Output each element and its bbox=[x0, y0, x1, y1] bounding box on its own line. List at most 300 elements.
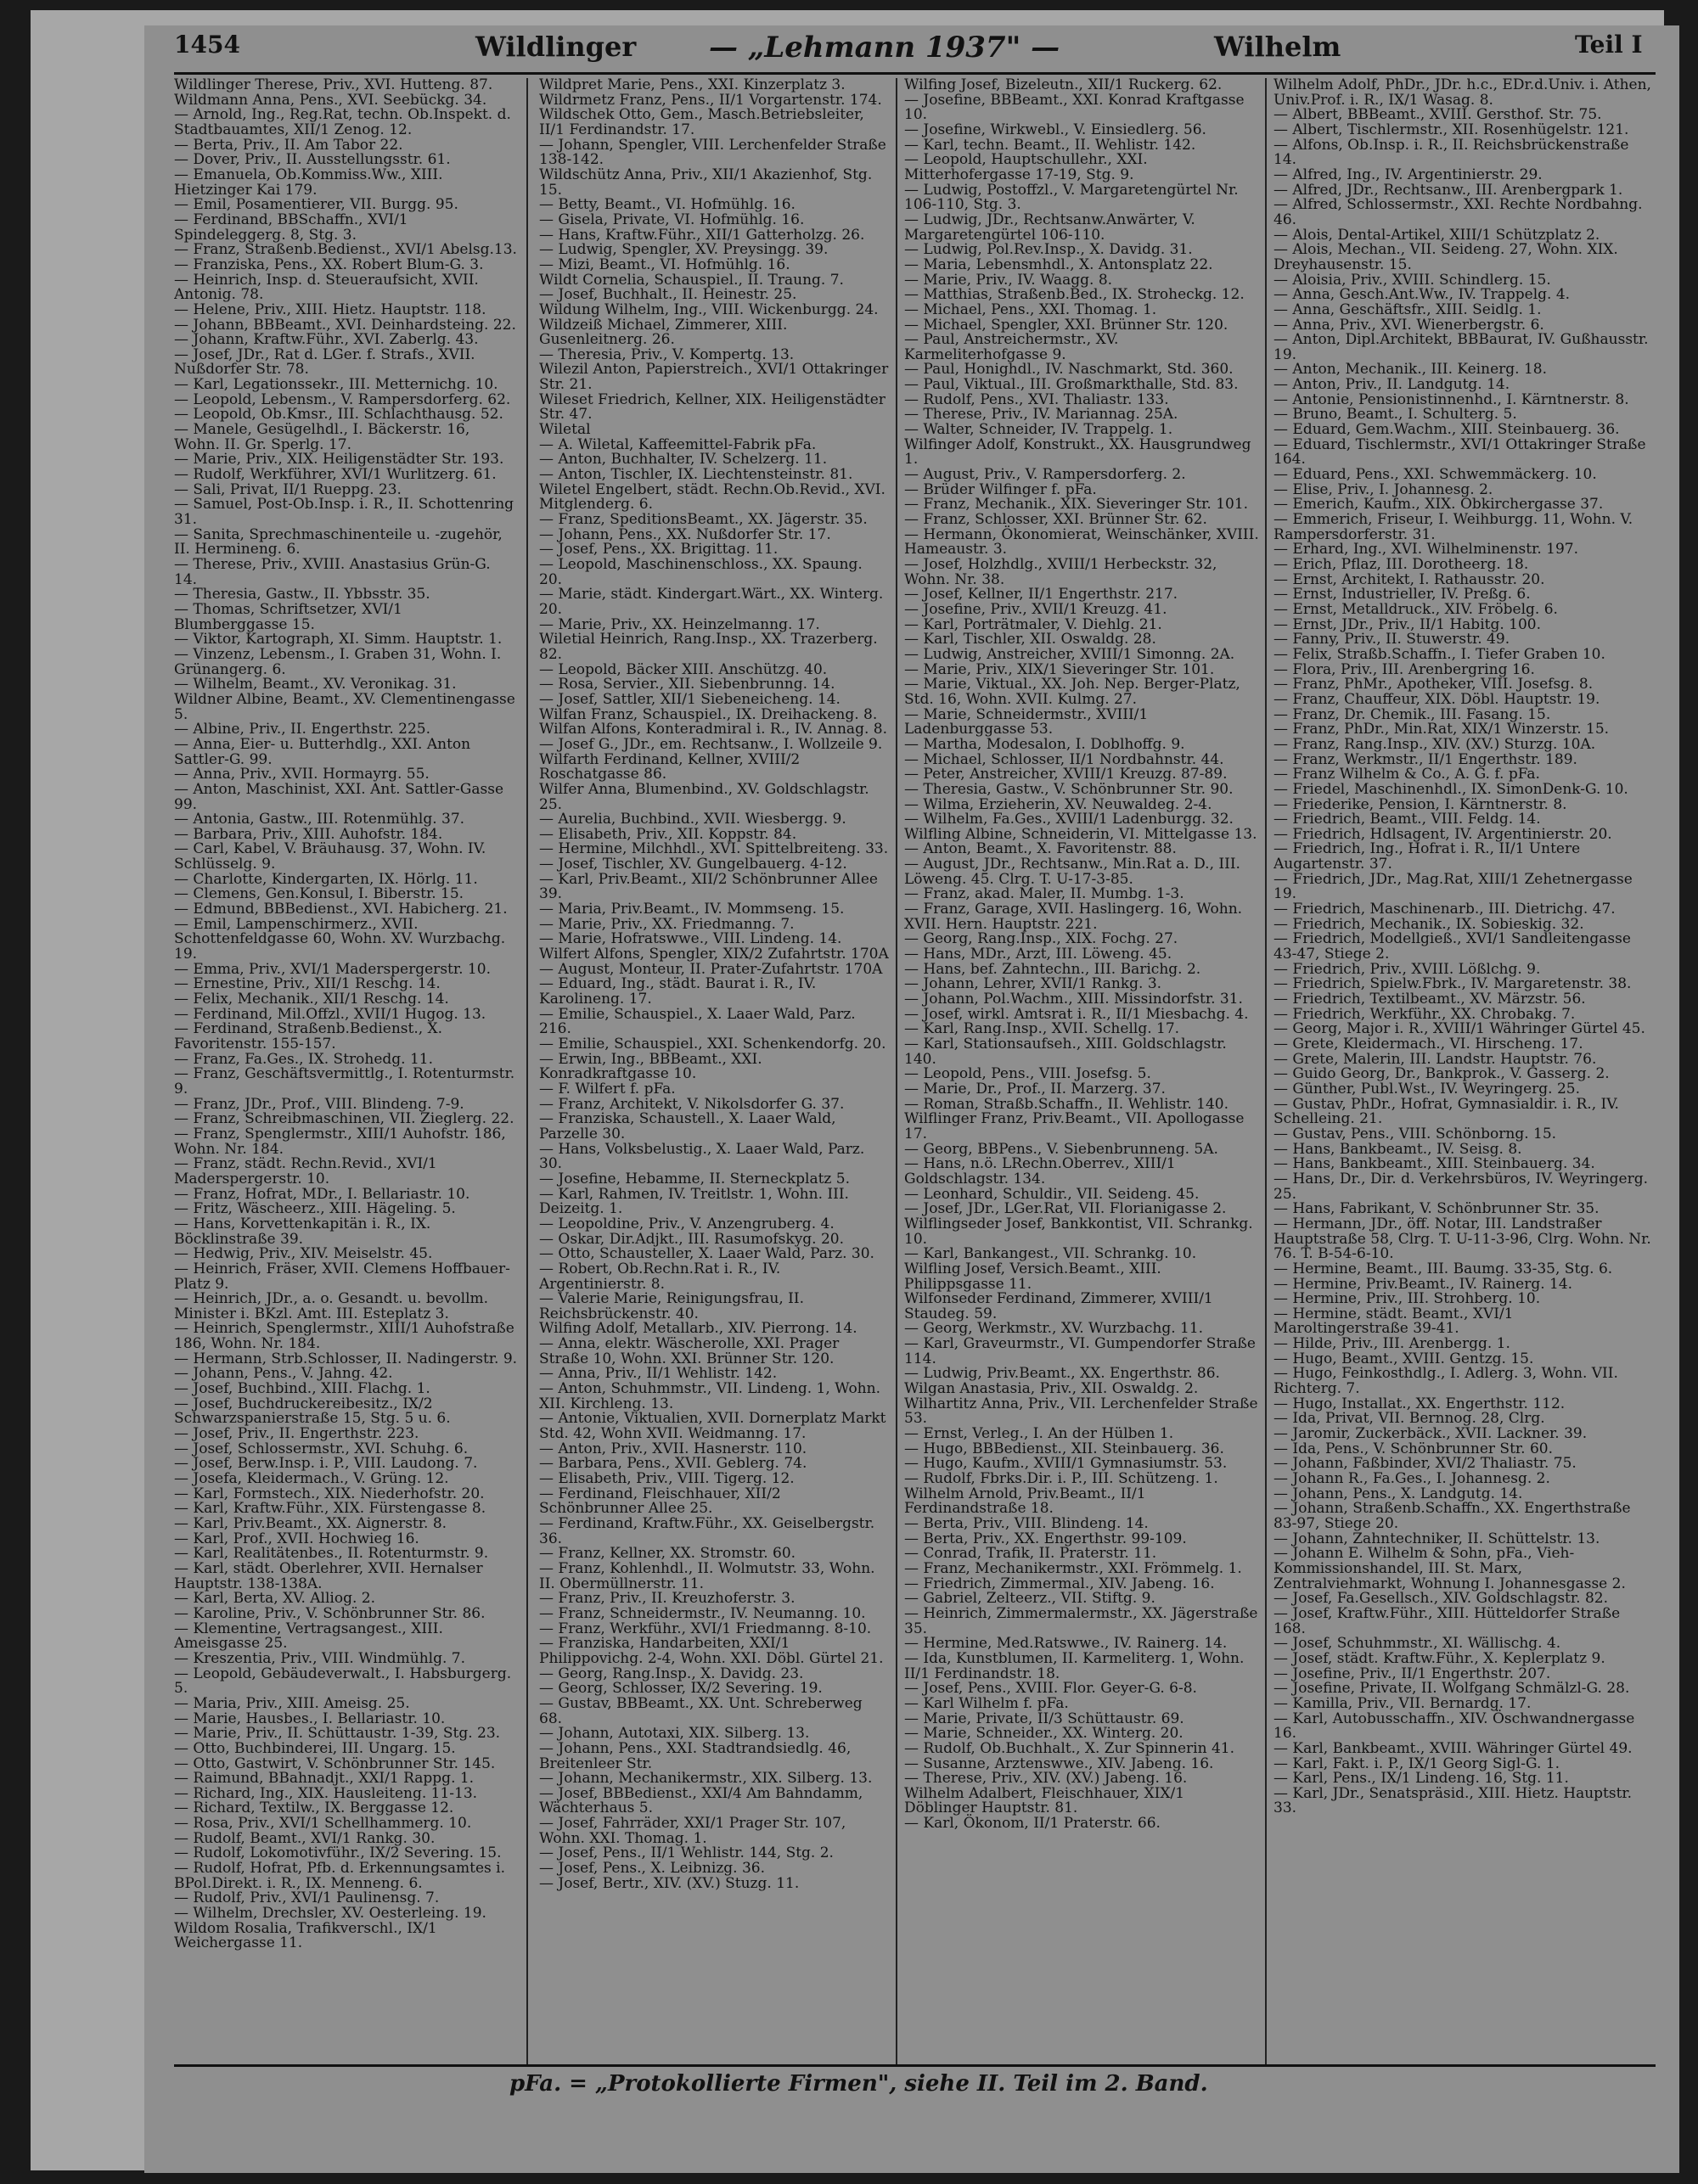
directory-entry: — Franz, Kellner, XX. Stromstr. 60. bbox=[539, 1545, 796, 1563]
directory-entry: — Erich, Pflaz, III. Dorotheerg. 18. bbox=[1274, 556, 1529, 573]
directory-entry: — Johann, Spengler, VIII. Lerchenfelder Straße 138-142. bbox=[539, 136, 886, 169]
directory-entry: — Josef, Priv., II. Engerthstr. 223. bbox=[174, 1425, 419, 1443]
directory-entry: — Josef, Kraftw.Führ., XIII. Hütteldorfer Straße 168. bbox=[1274, 1604, 1621, 1637]
directory-entry: — Felix, Mechanik., XII/1 Reschg. 14. bbox=[174, 991, 449, 1008]
directory-entry: — Ludwig, Priv.Beamt., XX. Engerthstr. 86. bbox=[904, 1365, 1220, 1383]
directory-entry: — Franz, Schlosser, XXI. Brünner Str. 62. bbox=[904, 511, 1207, 529]
directory-entry: — Leopold, Maschinenschloss., XX. Spaung. 20. bbox=[539, 556, 863, 588]
directory-entry: Wilfarth Ferdinand, Kellner, XVIII/2 Roschatgasse 86. bbox=[539, 750, 801, 783]
directory-entry: — Georg, Werkmstr., XV. Wurzbachg. 11. bbox=[904, 1320, 1204, 1338]
directory-entry: — Hans, Bankbeamt., IV. Seisg. 8. bbox=[1274, 1140, 1522, 1158]
directory-entry: — Rudolf, Beamt., XVI/1 Rankg. 30. bbox=[174, 1829, 436, 1847]
page-header bbox=[174, 31, 1651, 71]
directory-entry: — Eduard, Tischlermstr., XVI/1 Ottakringer Straße 164. bbox=[1274, 435, 1646, 469]
directory-entry: — Franz, SpeditionsBeamt., XX. Jägerstr. 35. bbox=[539, 511, 868, 529]
directory-entry: — Josefine, Priv., XVII/1 Kreuzg. 41. bbox=[904, 600, 1167, 618]
directory-entry: — Friedrich, Werkführ., XX. Chrobakg. 7. bbox=[1274, 1005, 1576, 1023]
directory-entry: — Anna, Priv., II/1 Wehlistr. 142. bbox=[539, 1365, 778, 1383]
directory-entry: — Kreszentia, Priv., VIII. Windmühlg. 7. bbox=[174, 1649, 466, 1667]
directory-entry: — Betty, Beamt., VI. Hofmühlg. 16. bbox=[539, 196, 796, 214]
directory-entry: — Friedrich, Modellgieß., XVI/1 Sandleitengasse 43-47, Stiege 2. bbox=[1274, 930, 1631, 963]
directory-entry: — Josef, Pens., XX. Brigittag. 11. bbox=[539, 541, 779, 559]
directory-entry: — Josef, Pens., XVIII. Flor. Geyer-G. 6-8. bbox=[904, 1680, 1197, 1698]
directory-entry: — Josef, Kellner, II/1 Engerthstr. 217. bbox=[904, 586, 1178, 604]
directory-entry: — Anton, Maschinist, XXI. Ant. Sattler-Gasse 99. bbox=[174, 780, 504, 813]
directory-entry: — Anton, Priv., XVII. Hasnerstr. 110. bbox=[539, 1440, 807, 1457]
directory-entry: — Franz, Dr. Chemik., III. Fasang. 15. bbox=[1274, 705, 1551, 723]
directory-entry: — Franz, Mechanikermstr., XXI. Frömmelg. 1. bbox=[904, 1559, 1242, 1577]
directory-entry: — Josef, wirkl. Amtsrat i. R., II/1 Miesbachg. 4. bbox=[904, 1005, 1249, 1023]
directory-entry: — Johann, Pol.Wachm., XIII. Missindorfstr. 31. bbox=[904, 991, 1243, 1008]
directory-entry: — Jaromir, Zuckerbäck., XVII. Lackner. 39. bbox=[1274, 1425, 1588, 1443]
directory-entry: — Erwin, Ing., BBBeamt., XXI. Konradkraftgasse 10. bbox=[539, 1050, 762, 1083]
directory-entry: — Hugo, BBBedienst., XII. Steinbauerg. 36. bbox=[904, 1440, 1224, 1457]
directory-entry: — Karl, techn. Beamt., II. Wehlistr. 142. bbox=[904, 136, 1196, 154]
directory-entry: — Josef, Sattler, XII/1 Siebeneicheng. 14. bbox=[539, 690, 841, 708]
directory-entry: — Ferdinand, BBSchaffn., XVI/1 Spindeleggerg. 8, Stg. 3. bbox=[174, 211, 408, 244]
directory-entry: — Leopold, Bäcker XIII. Anschützg. 40. bbox=[539, 660, 828, 678]
directory-entry: — Theresia, Gastw., II. Ybbsstr. 35. bbox=[174, 586, 430, 604]
directory-entry: — Hans, Dr., Dir. d. Verkehrsbüros, IV. Weyringerg. 25. bbox=[1274, 1170, 1649, 1203]
directory-entry: — Barbara, Priv., XIII. Auhofstr. 184. bbox=[174, 825, 443, 843]
directory-entry: — Rudolf, Fbrks.Dir. i. P., III. Schützeng. 1. bbox=[904, 1470, 1218, 1488]
directory-entry: — Anton, Schuhmmstr., VII. Lindeng. 1, Wohn. XII. Kirchleng. 13. bbox=[539, 1380, 880, 1412]
directory-entry: — Flora, Priv., III. Arenbergring 16. bbox=[1274, 660, 1535, 678]
directory-entry: — Karl, städt. Oberlehrer, XVII. Hernalser Hauptstr. 138-138A. bbox=[174, 1559, 483, 1592]
directory-entry: — Guido Georg, Dr., Bankprok., V. Gasserg. 2. bbox=[1274, 1065, 1610, 1083]
directory-entry: — Maria, Lebensmhdl., X. Antonsplatz 22. bbox=[904, 255, 1213, 273]
directory-entry: — Rudolf, Lokomotivführ., IX/2 Severing. 15. bbox=[174, 1844, 502, 1862]
directory-entry: — Marie, Viktual., XX. Joh. Nep. Berger-Platz, Std. 16, Wohn. XVII. Kulmg. 27. bbox=[904, 676, 1240, 708]
directory-entry: — Felix, Straßb.Schaffn., I. Tiefer Graben 10. bbox=[1274, 645, 1605, 663]
directory-entry: — Rosa, Servier., XII. Siebenbrunng. 14. bbox=[539, 676, 835, 693]
directory-entry: — Karl, Realitätenbes., II. Rotenturmstr. 9. bbox=[174, 1545, 489, 1563]
directory-entry: — Karl, JDr., Senatspräsid., XIII. Hietz. Hauptstr. 33. bbox=[1274, 1784, 1633, 1817]
directory-entry: — Hugo, Kaufm., XVIII/1 Gymnasiumstr. 53. bbox=[904, 1455, 1228, 1473]
directory-entry: — Karoline, Priv., V. Schönbrunner Str. 86. bbox=[174, 1604, 486, 1622]
directory-entry: — Josefine, Private, II. Wolfgang Schmälzl-G. 28. bbox=[1274, 1680, 1630, 1698]
directory-entry: — Ernst, Verleg., I. An der Hülben 1. bbox=[904, 1425, 1174, 1443]
directory-entry: — Ludwig, Postoffzl., V. Margaretengürtel Nr. 106-110, Stg. 3. bbox=[904, 181, 1239, 214]
directory-entry: Wilfing Josef, Bizeleutn., XII/1 Ruckerg. 62. bbox=[904, 78, 1223, 93]
directory-entry: — Alfred, Ing., IV. Argentinierstr. 29. bbox=[1274, 166, 1543, 183]
directory-entry: — Leopold, Gebäudeverwalt., I. Habsburgerg. 5. bbox=[174, 1665, 512, 1698]
directory-entry: — Theresia, Gastw., V. Schönbrunner Str. 90. bbox=[904, 780, 1234, 798]
directory-entry: — Alfred, Schlossermstr., XXI. Rechte Nordbahng. 46. bbox=[1274, 196, 1643, 228]
directory-entry: — Franz, Werkmstr., II/1 Engerthstr. 189. bbox=[1274, 750, 1577, 768]
directory-entry: — Berta, Priv., VIII. Blindeng. 14. bbox=[904, 1515, 1149, 1532]
directory-entry: — Marie, Priv., XX. Heinzelmanng. 17. bbox=[539, 615, 820, 633]
directory-entry: — Franz, Schneidermstr., IV. Neumanng. 10. bbox=[539, 1604, 866, 1622]
directory-entry: — Josef G., JDr., em. Rechtsanw., I. Wollzeile 9. bbox=[539, 735, 883, 753]
directory-entry: — Franz, JDr., Prof., VIII. Blindeng. 7-9. bbox=[174, 1095, 464, 1113]
directory-entry: — Ludwig, Pol.Rev.Insp., X. Davidg. 31. bbox=[904, 241, 1193, 259]
directory-entry: — Karl, Prof., XVII. Hochwieg 16. bbox=[174, 1530, 419, 1547]
directory-entry: — Franz, PhDr., Min.Rat, XIX/1 Winzerstr. 15. bbox=[1274, 721, 1610, 738]
directory-entry: — Leopold, Pens., VIII. Josefsg. 5. bbox=[904, 1065, 1151, 1083]
directory-entry: — Anton, Tischler, IX. Liechtensteinstr. 81. bbox=[539, 466, 853, 484]
directory-entry: — Heinrich, Insp. d. Steueraufsicht, XVII. Antonig. 78. bbox=[174, 271, 479, 304]
directory-entry: — Antonia, Gastw., III. Rotenmühlg. 37. bbox=[174, 811, 465, 828]
header-part: Teil I bbox=[1575, 31, 1643, 59]
directory-entry: — Michael, Pens., XXI. Thomag. 1. bbox=[904, 300, 1157, 318]
directory-entry: — Klementine, Vertragsangest., XIII. Ameisgasse 25. bbox=[174, 1620, 443, 1653]
directory-entry: — Eduard, Gem.Wachm., XIII. Steinbauerg. 36. bbox=[1274, 421, 1620, 439]
directory-entry: — Otto, Buchbinderei, III. Ungarg. 15. bbox=[174, 1739, 456, 1757]
directory-entry: — Hermine, städt. Beamt., XVI/1 Maroltingerstraße 39-41. bbox=[1274, 1305, 1514, 1338]
directory-entry: — August, Monteur, II. Prater-Zufahrtstr. 170A bbox=[539, 960, 883, 978]
directory-entry: — Georg, Schlosser, IX/2 Severing. 19. bbox=[539, 1680, 823, 1698]
directory-entry: — Martha, Modesalon, I. Doblhoffg. 9. bbox=[904, 735, 1185, 753]
directory-entry: — Josef, Berw.Insp. i. P., VIII. Laudong. 7. bbox=[174, 1455, 478, 1473]
directory-entry: — Peter, Anstreicher, XVIII/1 Kreuzg. 87-89. bbox=[904, 766, 1228, 783]
directory-entry: — Richard, Textilw., IX. Berggasse 12. bbox=[174, 1799, 454, 1817]
directory-entry: Wiletel Engelbert, städt. Rechn.Ob.Revid., XVI. Mitglenderg. 6. bbox=[539, 480, 886, 514]
directory-entry: — Karl, Tischler, XII. Oswaldg. 28. bbox=[904, 631, 1156, 648]
directory-entry: — Georg, Major i. R., XVIII/1 Währinger Gürtel 45. bbox=[1274, 1020, 1645, 1038]
directory-entry: — Mizi, Beamt., VI. Hofmühlg. 16. bbox=[539, 255, 790, 273]
directory-entry: — Karl, Priv.Beamt., XX. Aignerstr. 8. bbox=[174, 1515, 447, 1532]
directory-entry: — Michael, Schlosser, II/1 Nordbahnstr. 44. bbox=[904, 750, 1224, 768]
directory-entry: — Hermine, Priv.Beamt., IV. Rainerg. 14. bbox=[1274, 1275, 1573, 1293]
directory-entry: — Emmerich, Friseur, I. Weihburgg. 11, Wohn. V. Rampersdorferstr. 31. bbox=[1274, 511, 1633, 543]
directory-entry: — Anton, Dipl.Architekt, BBBaurat, IV. Gußhausstr. 19. bbox=[1274, 331, 1649, 363]
directory-entry: Wiletial Heinrich, Rang.Insp., XX. Trazerberg. 82. bbox=[539, 631, 878, 663]
directory-entry: Wilezil Anton, Papierstreich., XVI/1 Ottakringer Str. 21. bbox=[539, 361, 889, 394]
directory-entry: — Marie, Priv., XIX/1 Sieveringer Str. 101. bbox=[904, 660, 1215, 678]
directory-entry: — Johann, BBBeamt., XVI. Deinhardsteing. 22. bbox=[174, 316, 516, 334]
directory-entry: — Edmund, BBBedienst., XVI. Habicherg. 21. bbox=[174, 901, 508, 918]
directory-entry: — Josef, Pens., X. Leibnizg. 36. bbox=[539, 1860, 765, 1878]
directory-entry: — Johann, Pens., XX. Nußdorfer Str. 17. bbox=[539, 525, 831, 543]
directory-entry: — Georg, Rang.Insp., XIX. Fochg. 27. bbox=[904, 930, 1178, 948]
directory-entry: — August, Priv., V. Rampersdorferg. 2. bbox=[904, 466, 1186, 484]
directory-entry: — Emilie, Schauspiel., X. Laaer Wald, Parz. 216. bbox=[539, 1005, 856, 1038]
directory-entry: — Emil, Lampenschirmerz., XVII. Schottenfeldgasse 60, Wohn. XV. Wurzbachg. 19. bbox=[174, 915, 506, 963]
directory-entry: — Emma, Priv., XVI/1 Maderspergerstr. 10. bbox=[174, 960, 491, 978]
directory-entry: — Ludwig, Anstreicher, XVIII/1 Simonng. 2A. bbox=[904, 645, 1235, 663]
directory-entry: — Clemens, Gen.Konsul, I. Biberstr. 15. bbox=[174, 885, 464, 903]
directory-entry: — Josefine, BBBeamt., XXI. Konrad Kraftgasse 10. bbox=[904, 91, 1245, 124]
directory-entry: — Josef, Buchbind., XIII. Flachg. 1. bbox=[174, 1380, 430, 1398]
directory-entry: — Friedrich, Textilbeamt., XV. Märzstr. 56. bbox=[1274, 991, 1586, 1008]
directory-entry: — Rudolf, Ob.Buchhalt., X. Zur Spinnerin 41. bbox=[904, 1739, 1234, 1757]
directory-entry: — Albert, BBBeamt., XVIII. Gersthof. Str. 75. bbox=[1274, 106, 1602, 124]
directory-entry: — Karl, Bankangest., VII. Schrankg. 10. bbox=[904, 1245, 1197, 1263]
directory-entry: — Hugo, Installat., XX. Engerthstr. 112. bbox=[1274, 1395, 1566, 1412]
directory-entry: — Oskar, Dir.Adjkt., III. Rasumofskyg. 20. bbox=[539, 1230, 845, 1248]
directory-entry: — Josef, JDr., LGer.Rat, VII. Florianigasse 2. bbox=[904, 1200, 1227, 1218]
directory-entry: — Friedrich, Priv., XVIII. Lößlchg. 9. bbox=[1274, 960, 1541, 978]
directory-entry: — Ferdinand, Fleischhauer, XII/2 Schönbrunner Allee 25. bbox=[539, 1485, 781, 1518]
directory-entry: — Aloisia, Priv., XVIII. Schindlerg. 15. bbox=[1274, 271, 1551, 289]
header-last-entry: Wilhelm bbox=[1214, 31, 1341, 63]
directory-entry: — F. Wilfert f. pFa. bbox=[539, 1080, 676, 1098]
directory-entry: — Rosa, Priv., XVI/1 Schellhammerg. 10. bbox=[174, 1815, 472, 1833]
directory-entry: — Ida, Kunstblumen, II. Karmeliterg. 1, Wohn. II/1 Ferdinandstr. 18. bbox=[904, 1649, 1245, 1682]
directory-entry: Wilflinger Franz, Priv.Beamt., VII. Apollogasse 17. bbox=[904, 1110, 1245, 1143]
directory-entry: — Karl, Autobusschaffn., XIV. Öschwandnergasse 16. bbox=[1274, 1710, 1635, 1743]
directory-entry: — Leopold, Ob.Kmsr., III. Schlachthausg. 52. bbox=[174, 406, 503, 424]
directory-entry: Wilfling Albine, Schneiderin, VI. Mittelgasse 13. bbox=[904, 825, 1257, 843]
directory-entry: — Conrad, Trafik, II. Praterstr. 11. bbox=[904, 1545, 1157, 1563]
directory-entry: — Johann, Pens., V. Jahng. 42. bbox=[174, 1365, 393, 1383]
directory-entry: Wilfert Alfons, Spengler, XIX/2 Zufahrtstr. 170A bbox=[539, 946, 889, 963]
directory-entry: — Wilhelm, Drechsler, XV. Oesterleing. 19. bbox=[174, 1905, 486, 1923]
directory-entry: — Gustav, PhDr., Hofrat, Gymnasialdir. i. R., IV. Schelleing. 21. bbox=[1274, 1095, 1619, 1128]
directory-entry: — Grete, Malerin, III. Landstr. Hauptstr. 76. bbox=[1274, 1050, 1597, 1068]
directory-entry: — Karl, Priv.Beamt., XII/2 Schönbrunner Allee 39. bbox=[539, 870, 878, 903]
directory-entry: — Karl, Porträtmaler, V. Diehlg. 21. bbox=[904, 615, 1162, 633]
directory-entry: — Hermann, Ökonomierat, Weinschänker, XVIII. Hameaustr. 3. bbox=[904, 525, 1259, 559]
directory-entry: — Raimund, BBahnadjt., XXI/1 Rappg. 1. bbox=[174, 1770, 475, 1788]
directory-entry: — Susanne, Arztenswwe., XIV. Jabeng. 16. bbox=[904, 1754, 1214, 1772]
header-first-entry: Wildlinger bbox=[475, 31, 637, 63]
directory-entry: — Ernst, JDr., Priv., II/1 Habitg. 100. bbox=[1274, 615, 1541, 633]
directory-entry: — Hans, bef. Zahntechn., III. Barichg. 2. bbox=[904, 960, 1201, 978]
directory-entry: — Hugo, Feinkosthdlg., I. Adlerg. 3, Wohn. VII. Richterg. 7. bbox=[1274, 1365, 1618, 1398]
directory-entry: — Hans, Korvettenkapitän i. R., IX. Böcklinstraße 39. bbox=[174, 1215, 431, 1248]
directory-entry: — Karl Wilhelm f. pFa. bbox=[904, 1694, 1069, 1712]
directory-entry: — Franz, Hofrat, MDr., I. Bellariastr. 10. bbox=[174, 1185, 470, 1203]
directory-entry: — Wilma, Erzieherin, XV. Neuwaldeg. 2-4. bbox=[904, 795, 1212, 813]
directory-entry: — Josef, Buchdruckereibesitz., IX/2 Schwarzspanierstraße 15, Stg. 5 u. 6. bbox=[174, 1395, 451, 1428]
directory-entry: — Therese, Priv., XIV. (XV.) Jabeng. 16. bbox=[904, 1770, 1188, 1788]
directory-entry: — Marie, Hausbes., I. Bellariastr. 10. bbox=[174, 1710, 446, 1727]
directory-entry: — Barbara, Pens., XVII. Geblerg. 74. bbox=[539, 1455, 807, 1473]
column-divider bbox=[1265, 78, 1267, 2064]
directory-entry: — Karl, Ökonom, II/1 Praterstr. 66. bbox=[904, 1815, 1161, 1833]
directory-entry: — Marie, Private, II/3 Schüttaustr. 69. bbox=[904, 1710, 1184, 1727]
directory-entry: Wilfling Josef, Versich.Beamt., XIII. Philippsgasse 11. bbox=[904, 1260, 1161, 1293]
directory-entry: Wildlinger Therese, Priv., XVI. Hutteng. 87. bbox=[174, 78, 493, 93]
directory-entry: — Gabriel, Zelteerz., VII. Stiftg. 9. bbox=[904, 1590, 1155, 1608]
directory-entry: — Aurelia, Buchbind., XVII. Wiesbergg. 9. bbox=[539, 811, 846, 828]
directory-entry: — Anton, Mechanik., III. Keinerg. 18. bbox=[1274, 361, 1547, 379]
directory-entry: Wildung Wilhelm, Ing., VIII. Wickenburgg. 24. bbox=[539, 300, 879, 318]
directory-entry: — Karl, Stationsaufseh., XIII. Goldschlagstr. 140. bbox=[904, 1036, 1227, 1068]
directory-entry: — Josef, Schuhmmstr., XI. Wällischg. 4. bbox=[1274, 1635, 1561, 1653]
directory-entry: — Berta, Priv., XX. Engerthstr. 99-109. bbox=[904, 1530, 1187, 1547]
directory-entry: — Anna, Priv., XVII. Hormayrg. 55. bbox=[174, 766, 430, 783]
directory-entry: — Marie, Schneider., XX. Winterg. 20. bbox=[904, 1725, 1184, 1743]
column-divider bbox=[896, 78, 897, 2064]
directory-entry: — Fritz, Wäscheerz., XIII. Hägeling. 5. bbox=[174, 1200, 456, 1218]
directory-entry: — Friedrich, Zimmermal., XIV. Jabeng. 16. bbox=[904, 1575, 1215, 1592]
directory-entry: — Leopold, Lebensm., V. Rampersdorferg. 62. bbox=[174, 390, 511, 408]
directory-entry: Wildpret Marie, Pens., XXI. Kinzerplatz 3. bbox=[539, 78, 846, 93]
directory-entry: — Emil, Posamentierer, VII. Burgg. 95. bbox=[174, 196, 458, 214]
directory-entry: — Franz, Rang.Insp., XIV. (XV.) Sturzg. 10A. bbox=[1274, 735, 1596, 753]
directory-entry: — Friedrich, Ing., Hofrat i. R., II/1 Untere Augartenstr. 37. bbox=[1274, 840, 1581, 873]
directory-entry: — Ernst, Industrieller, IV. Preßg. 6. bbox=[1274, 586, 1531, 604]
directory-entry: — Dover, Priv., II. Ausstellungsstr. 61. bbox=[174, 151, 451, 169]
directory-entry: — Josef, Tischler, XV. Gungelbauerg. 4-12. bbox=[539, 856, 847, 873]
column-1 bbox=[174, 78, 518, 2064]
directory-entry: — Georg, Rang.Insp., X. Davidg. 23. bbox=[539, 1665, 804, 1682]
directory-entry: — Franz, städt. Rechn.Revid., XVI/1 Maderspergerstr. 10. bbox=[174, 1155, 437, 1187]
directory-entry: — Johann, Kraftw.Führ., XVI. Zaberlg. 43. bbox=[174, 331, 479, 349]
directory-entry: — Ludwig, JDr., Rechtsanw.Anwärter, V. Margaretengürtel 106-110. bbox=[904, 211, 1195, 244]
directory-entry: — Maria, Priv., XIII. Ameisg. 25. bbox=[174, 1694, 410, 1712]
directory-entry: — Robert, Ob.Rechn.Rat i. R., IV. Argentinierstr. 8. bbox=[539, 1260, 781, 1293]
directory-entry: — Ernst, Architekt, I. Rathausstr. 20. bbox=[1274, 570, 1545, 588]
directory-entry: — Franz, Geschäftsvermittlg., I. Rotenturmstr. 9. bbox=[174, 1065, 515, 1098]
directory-entry: — Marie, Hofratswwe., VIII. Lindeng. 14. bbox=[539, 930, 842, 948]
directory-entry: — Josef, JDr., Rat d. LGer. f. Strafs., XVII. Nußdorfer Str. 78. bbox=[174, 345, 475, 379]
directory-entry: — Franziska, Pens., XX. Robert Blum-G. 3. bbox=[174, 255, 484, 273]
directory-entry: Wilfan Franz, Schauspiel., IX. Dreihackeng. 8. bbox=[539, 705, 878, 723]
directory-entry: — Anton, Priv., II. Landgutg. 14. bbox=[1274, 376, 1510, 394]
directory-entry: — Paul, Anstreichermstr., XV. Karmeliterhofgasse 9. bbox=[904, 331, 1119, 363]
directory-entry: — Alfons, Ob.Insp. i. R., II. Reichsbrückenstraße 14. bbox=[1274, 136, 1629, 169]
directory-entry: — Michael, Spengler, XXI. Brünner Str. 120. bbox=[904, 316, 1229, 334]
directory-entry: — Karl, Formstech., XIX. Niederhofstr. 20. bbox=[174, 1485, 485, 1502]
directory-entry: — Franz Wilhelm & Co., A. G. f. pFa. bbox=[1274, 766, 1540, 783]
directory-entry: — Josef, städt. Kraftw.Führ., X. Keplerplatz 9. bbox=[1274, 1649, 1605, 1667]
directory-entry: — Karl, Fakt. i. P., IX/1 Georg Sigl-G. 1. bbox=[1274, 1754, 1560, 1772]
directory-entry: — Johann R., Fa.Ges., I. Johannesg. 2. bbox=[1274, 1470, 1550, 1488]
directory-entry: — Berta, Priv., II. Am Tabor 22. bbox=[174, 136, 403, 154]
directory-entry: — Hans, Fabrikant, V. Schönbrunner Str. 35. bbox=[1274, 1200, 1600, 1218]
directory-entry: Wiletal bbox=[539, 421, 591, 439]
directory-entry: — Maria, Priv.Beamt., IV. Mommseng. 15. bbox=[539, 901, 845, 918]
directory-entry: — Marie, Schneidermstr., XVIII/1 Ladenburggasse 53. bbox=[904, 705, 1149, 738]
directory-entry: — Franz, Chauffeur, XIX. Döbl. Hauptstr. 19. bbox=[1274, 690, 1600, 708]
directory-entry: — Johann E. Wilhelm & Sohn, pFa., Vieh-Kommissionshandel, III. St. Marx, Zentralviehmarkt, Wohnung I. Johannesgasse 2. bbox=[1274, 1545, 1626, 1592]
directory-entry: — Viktor, Kartograph, XI. Simm. Hauptstr. 1. bbox=[174, 631, 503, 648]
directory-entry: — Gisela, Private, VI. Hofmühlg. 16. bbox=[539, 211, 805, 228]
directory-entry: — Vinzenz, Lebensm., I. Graben 31, Wohn. I. Grünangerg. 6. bbox=[174, 645, 502, 678]
directory-entry: — Karl, Pens., IX/1 Lindeng. 16, Stg. 11. bbox=[1274, 1770, 1569, 1788]
directory-entry: — Franz, Werkführ., XVI/1 Friedmanng. 8-10. bbox=[539, 1620, 872, 1637]
directory-entry: — Hans, Kraftw.Führ., XII/1 Gatterholzg. 26. bbox=[539, 226, 865, 244]
directory-entry: — Karl, Kraftw.Führ., XIX. Fürstengasse 8. bbox=[174, 1500, 486, 1518]
directory-entry: — Alois, Dental-Artikel, XIII/1 Schützplatz 2. bbox=[1274, 226, 1600, 244]
directory-entry: — Ferdinand, Mil.Offzl., XVII/1 Hugog. 13. bbox=[174, 1005, 486, 1023]
directory-entry: — Josef, Fahrräder, XXI/1 Prager Str. 107, Wohn. XXI. Thomag. 1. bbox=[539, 1815, 846, 1847]
directory-entry: — Franz, Kohlenhdl., II. Wolmutstr. 33, Wohn. II. Obermüllnerstr. 11. bbox=[539, 1559, 875, 1592]
directory-entry: — Friedrich, Spielw.Fbrk., IV. Margaretenstr. 38. bbox=[1274, 975, 1632, 993]
directory-entry: Wildom Rosalia, Trafikverschl., IX/1 Weichergasse 11. bbox=[174, 1919, 437, 1952]
directory-entry: — Friedel, Maschinenhdl., IX. SimonDenk-G. 10. bbox=[1274, 780, 1628, 798]
directory-entry: — Albert, Tischlermstr., XII. Rosenhügelstr. 121. bbox=[1274, 121, 1629, 138]
directory-entry: — Ferdinand, Kraftw.Führ., XX. Geiselbergstr. 36. bbox=[539, 1515, 875, 1547]
directory-entry: — Ludwig, Spengler, XV. Preysingg. 39. bbox=[539, 241, 829, 259]
directory-entry: Wildt Cornelia, Schauspiel., II. Traung. 7. bbox=[539, 271, 844, 289]
directory-entry: — Karl, Bankbeamt., XVIII. Währinger Gürtel 49. bbox=[1274, 1739, 1633, 1757]
directory-entry: — Alfred, JDr., Rechtsanw., III. Arenbergpark 1. bbox=[1274, 181, 1623, 199]
directory-entry: — Johann, Pens., XXI. Stadtrandsiedlg. 46, Breitenleer Str. bbox=[539, 1739, 852, 1772]
directory-entry: — Franz, PhMr., Apotheker, VIII. Josefsg. 8. bbox=[1274, 676, 1594, 693]
column-divider bbox=[526, 78, 528, 2064]
directory-entry: — Friedrich, JDr., Mag.Rat, XIII/1 Zehetnergasse 19. bbox=[1274, 870, 1633, 903]
directory-entry: — Friedrich, Hdlsagent, IV. Argentinierstr. 20. bbox=[1274, 825, 1612, 843]
directory-entry: — Franz, Schreibmaschinen, VII. Zieglerg. 22. bbox=[174, 1110, 514, 1128]
directory-entry: Wilflingseder Josef, Bankkontist, VII. Schrankg. 10. bbox=[904, 1215, 1253, 1248]
directory-entry: — Brüder Wilfinger f. pFa. bbox=[904, 480, 1097, 498]
column-4 bbox=[1274, 78, 1651, 2064]
directory-entry: — A. Wiletal, Kaffeemittel-Fabrik pFa. bbox=[539, 435, 817, 453]
directory-entry: — Josef, Bertr., XIV. (XV.) Stuzg. 11. bbox=[539, 1874, 800, 1892]
directory-entry: — Heinrich, JDr., a. o. Gesandt. u. bevollm. Minister i. BKzl. Amt. III. Esteplatz 3. bbox=[174, 1290, 489, 1322]
directory-entry: — Albine, Priv., II. Engerthstr. 225. bbox=[174, 721, 430, 738]
directory-entry: — Franz, Garage, XVII. Haslingerg. 16, Wohn. XVII. Hern. Hauptstr. 221. bbox=[904, 901, 1243, 933]
directory-entry: — Eduard, Ing., städt. Baurat i. R., IV. Karolineng. 17. bbox=[539, 975, 817, 1008]
header-rule bbox=[174, 72, 1656, 75]
directory-entry: — Hans, Bankbeamt., XIII. Steinbauerg. 34. bbox=[1274, 1155, 1595, 1173]
directory-entry: — Antonie, Pensionistinnenhd., I. Kärntnerstr. 8. bbox=[1274, 390, 1629, 408]
directory-entry: — Bruno, Beamt., I. Schulterg. 5. bbox=[1274, 406, 1517, 424]
footer-note: pFa. = „Protokollierte Firmen", siehe II. Teil im 2. Band. bbox=[509, 2071, 1208, 2097]
directory-entry: Wildner Albine, Beamt., XV. Clementinengasse 5. bbox=[174, 690, 515, 723]
directory-entry: Wilhartitz Anna, Priv., VII. Lerchenfelder Straße 53. bbox=[904, 1395, 1258, 1428]
directory-entry: — Fanny, Priv., II. Stuwerstr. 49. bbox=[1274, 631, 1510, 648]
directory-entry: — Rudolf, Werkführer, XVI/1 Wurlitzerg. 61. bbox=[174, 466, 497, 484]
directory-entry: — Ernestine, Priv., XII/1 Reschg. 14. bbox=[174, 975, 441, 993]
directory-entry: — Franz, Mechanik., XIX. Sieveringer Str. 101. bbox=[904, 496, 1249, 514]
directory-entry: — Heinrich, Zimmermalermstr., XX. Jägerstraße 35. bbox=[904, 1604, 1258, 1637]
directory-entry: Wileset Friedrich, Kellner, XIX. Heiligenstädter Str. 47. bbox=[539, 390, 886, 424]
directory-entry: — Franz, Spenglermstr., XIII/1 Auhofstr. 186, Wohn. Nr. 184. bbox=[174, 1125, 506, 1158]
directory-entry: — Paul, Viktual., III. Großmarkthalle, Std. 83. bbox=[904, 376, 1239, 394]
directory-entry: — Otto, Schausteller, X. Laaer Wald, Parz. 30. bbox=[539, 1245, 874, 1263]
directory-entry: — Theresia, Priv., V. Kompertg. 13. bbox=[539, 345, 795, 363]
directory-entry: Wilfinger Adolf, Konstrukt., XX. Hausgrundweg 1. bbox=[904, 435, 1251, 469]
directory-entry: — Walter, Schneider, IV. Trappelg. 1. bbox=[904, 421, 1173, 439]
directory-entry: — Anna, Eier- u. Butterhdlg., XXI. Anton Sattler-G. 99. bbox=[174, 735, 471, 768]
directory-entry: — Josefine, Wirkwebl., V. Einsiedlerg. 56. bbox=[904, 121, 1206, 138]
directory-entry: Wilhelm Arnold, Priv.Beamt., II/1 Ferdinandstraße 18. bbox=[904, 1485, 1146, 1518]
directory-entry: — Rudolf, Pens., XVI. Thaliastr. 133. bbox=[904, 390, 1169, 408]
directory-entry: — Richard, Ing., XIX. Hausleiteng. 11-13. bbox=[174, 1784, 478, 1802]
directory-entry: — Roman, Straßb.Schaffn., II. Wehlistr. 140. bbox=[904, 1095, 1229, 1113]
directory-entry: — Charlotte, Kindergarten, IX. Hörlg. 11. bbox=[174, 870, 478, 888]
directory-entry: — Friedrich, Mechanik., IX. Sobieskig. 32. bbox=[1274, 915, 1584, 933]
footer-rule bbox=[174, 2064, 1656, 2067]
directory-entry: Wildmann Anna, Pens., XVI. Seebückg. 34. bbox=[174, 91, 487, 109]
directory-entry: — Elisabeth, Priv., VIII. Tigerg. 12. bbox=[539, 1470, 795, 1488]
directory-entry: — Friedrich, Maschinenarb., III. Dietrichg. 47. bbox=[1274, 901, 1616, 918]
directory-entry: — Franz, Fa.Ges., IX. Strohedg. 11. bbox=[174, 1050, 434, 1068]
directory-entry: — Franziska, Schaustell., X. Laaer Wald, Parzelle 30. bbox=[539, 1110, 836, 1143]
directory-entry: — Erhard, Ing., XVI. Wilhelminenstr. 197. bbox=[1274, 541, 1578, 559]
directory-entry: — Anna, elektr. Wäscherolle, XXI. Prager Straße 10, Wohn. XXI. Brünner Str. 120. bbox=[539, 1335, 840, 1367]
directory-entry: Wildzeiß Michael, Zimmerer, XIII. Gusenleitnerg. 26. bbox=[539, 316, 788, 349]
directory-entry: — Josefine, Priv., II/1 Engerthstr. 207. bbox=[1274, 1665, 1551, 1682]
directory-entry: — Leonhard, Schuldir., VII. Seideng. 45. bbox=[904, 1185, 1200, 1203]
directory-entry: — Marie, Priv., XX. Friedmanng. 7. bbox=[539, 915, 795, 933]
directory-entry: — Wilhelm, Beamt., XV. Veronikag. 31. bbox=[174, 676, 457, 693]
directory-entry: — Anna, Priv., XVI. Wienerbergstr. 6. bbox=[1274, 316, 1544, 334]
directory-entry: — Kamilla, Priv., VII. Bernardg. 17. bbox=[1274, 1694, 1532, 1712]
directory-entry: — August, JDr., Rechtsanw., Min.Rat a. D., III. Löweng. 45. Clrg. T. U-17-3-85. bbox=[904, 856, 1240, 888]
directory-entry: — Anna, Geschäftsfr., XIII. Seidlg. 1. bbox=[1274, 300, 1542, 318]
directory-entry: — Franz, akad. Maler, II. Mumbg. 1-3. bbox=[904, 885, 1184, 903]
directory-entry: — Marie, Dr., Prof., II. Marzerg. 37. bbox=[904, 1080, 1166, 1098]
directory-entry: — Hermine, Priv., III. Strohberg. 10. bbox=[1274, 1290, 1541, 1308]
directory-entry: — Franz, Architekt, V. Nikolsdorfer G. 37. bbox=[539, 1095, 845, 1113]
directory-entry: — Marie, Priv., II. Schüttaustr. 1-39, Stg. 23. bbox=[174, 1725, 501, 1743]
directory-entry: — Anton, Buchhalter, IV. Schelzerg. 11. bbox=[539, 451, 828, 469]
directory-entry: — Leopoldine, Priv., V. Anzengruberg. 4. bbox=[539, 1215, 835, 1232]
directory-entry: — Valerie Marie, Reinigungsfrau, II. Reichsbrückenstr. 40. bbox=[539, 1290, 804, 1322]
directory-entry: — Hilde, Priv., III. Arenbergg. 1. bbox=[1274, 1335, 1510, 1353]
directory-entry: — Marie, Priv., IV. Waagg. 8. bbox=[904, 271, 1113, 289]
directory-entry: — Arnold, Ing., Reg.Rat, techn. Ob.Inspekt. d. Stadtbauamtes, XII/1 Zenog. 12. bbox=[174, 106, 511, 138]
directory-entry: — Hermine, Milchhdl., XVI. Spittelbreiteng. 33. bbox=[539, 840, 889, 858]
directory-entry: — Hermine, Beamt., III. Baumg. 33-35, Stg. 6. bbox=[1274, 1260, 1613, 1277]
